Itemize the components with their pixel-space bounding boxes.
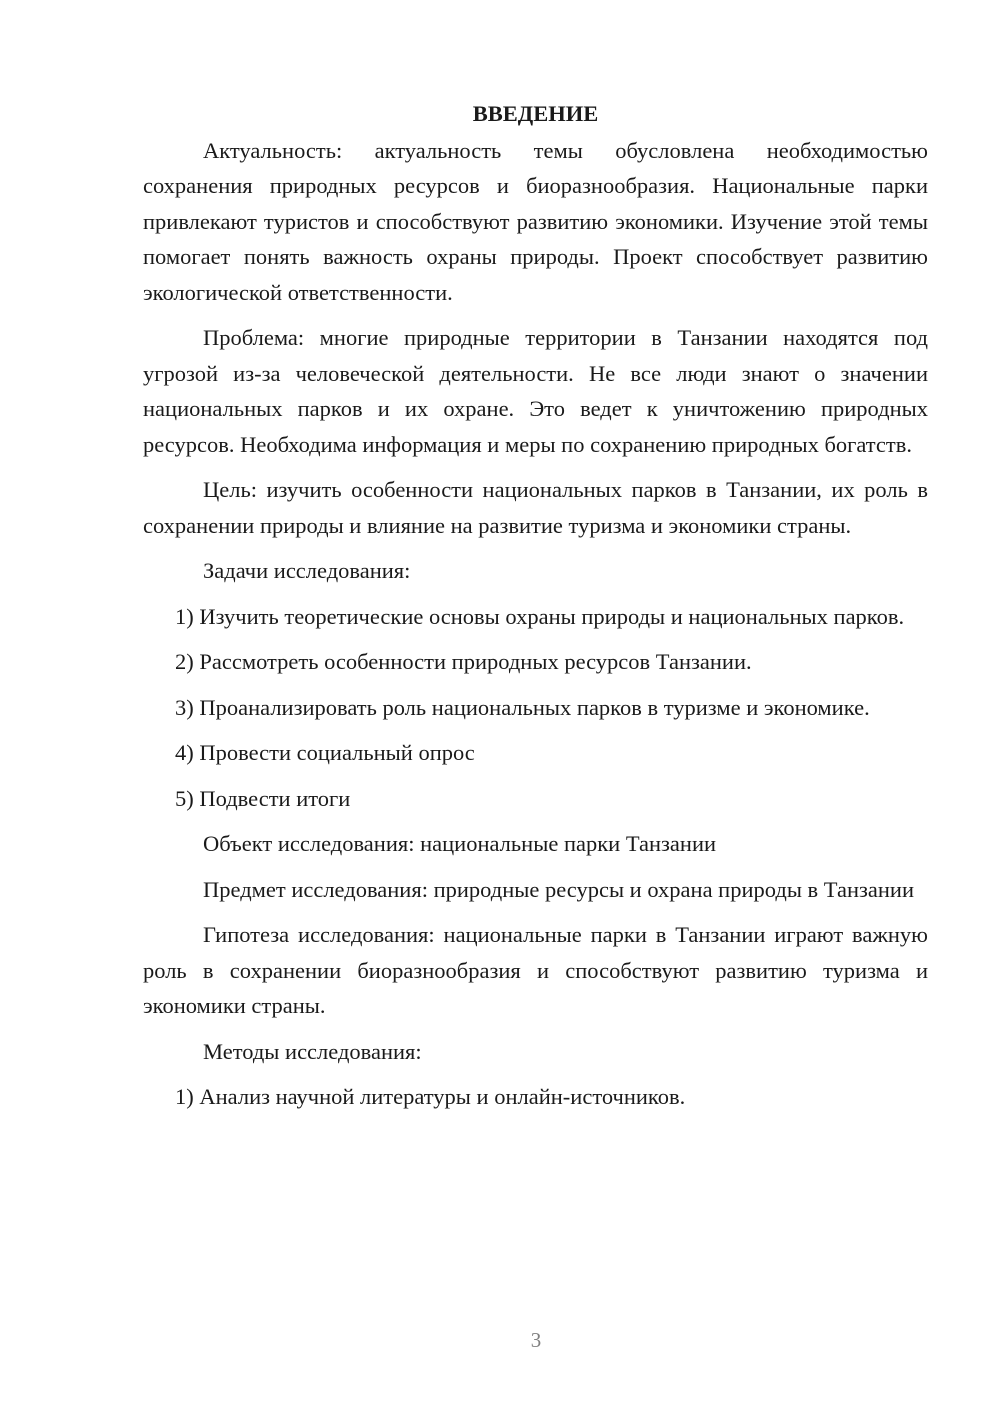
document-title: ВВЕДЕНИЕ — [472, 101, 599, 126]
hypothesis-paragraph: Гипотеза исследования: национальные парки в Танзании играют важную роль в сохранении биоразнообразия и способствуют развитию туризма и экономики страны. — [143, 922, 928, 1018]
problem-paragraph: Проблема: многие природные территории в Танзании находятся под угрозой из-за человеческой деятельности. Не все люди знают о значении национальных парков и их охране. Это ведет к уничтожению природных ресурсов. Необходима информация и меры по сохранению природных богатств. — [143, 325, 928, 457]
page-content — [143, 96, 928, 1125]
goal-paragraph: Цель: изучить особенности национальных парков в Танзании, их роль в сохранении природы и влияние на развитие туризма и экономики страны. — [143, 477, 928, 538]
tasks-heading: Задачи исследования: — [203, 558, 411, 583]
task-item: 1) Изучить теоретические основы охраны природы и национальных парков. — [175, 603, 905, 629]
task-item: 2) Рассмотреть особенности природных ресурсов Танзании. — [175, 649, 752, 674]
page-number: 3 — [530, 1328, 542, 1352]
subject-paragraph: Предмет исследования: природные ресурсы и охрана природы в Танзании — [203, 876, 915, 902]
object-paragraph: Объект исследования: национальные парки Танзании — [203, 831, 717, 856]
methods-heading: Методы исследования: — [203, 1038, 422, 1064]
task-item: 3) Проанализировать роль национальных парков в туризме и экономике. — [175, 694, 870, 720]
method-item: 1) Анализ научной литературы и онлайн-источников. — [175, 1084, 686, 1109]
relevance-paragraph: Актуальность: актуальность темы обусловлена необходимостью сохранения природных ресурсов и биоразнообразия. Национальные парки привлекают туристов и способствуют развитию экономики. Изучение этой темы помогает понять важность охраны природы. Проект способствует развитию экологической ответственности. — [143, 137, 928, 305]
task-item: 4) Провести социальный опрос — [175, 740, 475, 765]
task-item: 5) Подвести итоги — [175, 785, 351, 811]
